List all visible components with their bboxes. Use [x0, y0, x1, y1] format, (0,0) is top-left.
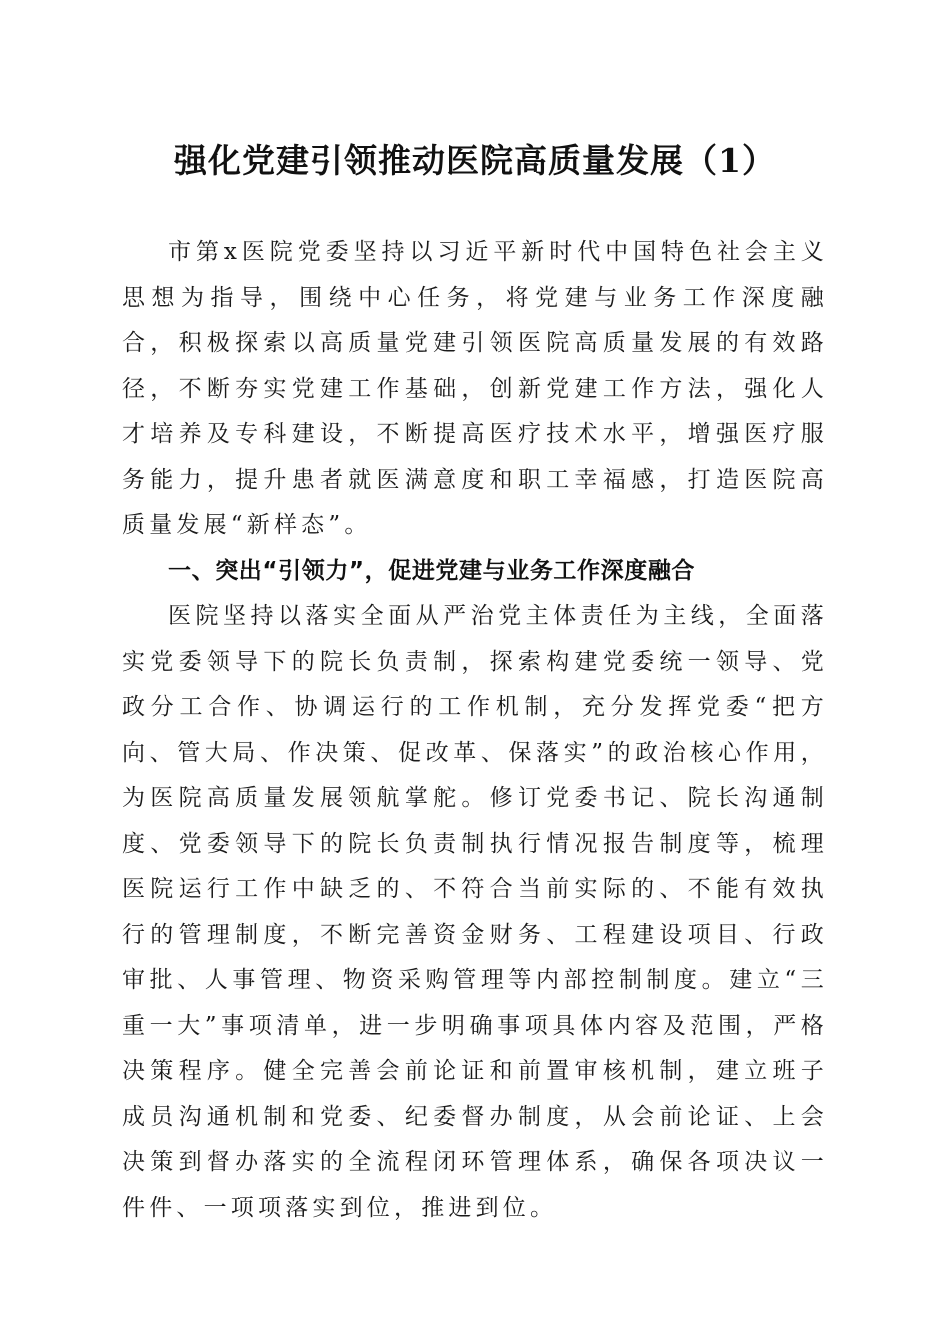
document-body: [122, 230, 828, 1231]
document-title: 强化党建引领推动医院高质量发展（1）: [174, 141, 776, 180]
intro-paragraph: 市第x医院党委坚持以习近平新时代中国特色社会主义思想为指导，围绕中心任务，将党建与业务工作深度融合，积极探索以高质量党建引领医院高质量发展的有效路径，不断夯实党建工作基础，创新党建工作方法，强化人才培养及专科建设，不断提高医疗技术水平，增强医疗服务能力，提升患者就医满意度和职工幸福感，打造医院高质量发展“新样态”。: [122, 239, 828, 538]
section-1-paragraph: 医院坚持以落实全面从严治党主体责任为主线，全面落实党委领导下的院长负责制，探索构建党委统一领导、党政分工合作、协调运行的工作机制，充分发挥党委“把方向、管大局、作决策、促改革、保落实”的政治核心作用，为医院高质量发展领航掌舵。修订党委书记、院长沟通制度、党委领导下的院长负责制执行情况报告制度等，梳理医院运行工作中缺乏的、不符合当前实际的、不能有效执行的管理制度，不断完善资金财务、工程建设项目、行政审批、人事管理、物资采购管理等内部控制制度。建立“三重一大”事项清单，进一步明确事项具体内容及范围，严格决策程序。健全完善会前论证和前置审核机制，建立班子成员沟通机制和党委、纪委督办制度，从会前论证、上会决策到督办落实的全流程闭环管理体系，确保各项决议一件件、一项项落实到位，推进到位。: [122, 603, 828, 1221]
section-heading-1: 一、突出“引领力”，促进党建与业务工作深度融合: [168, 557, 696, 584]
